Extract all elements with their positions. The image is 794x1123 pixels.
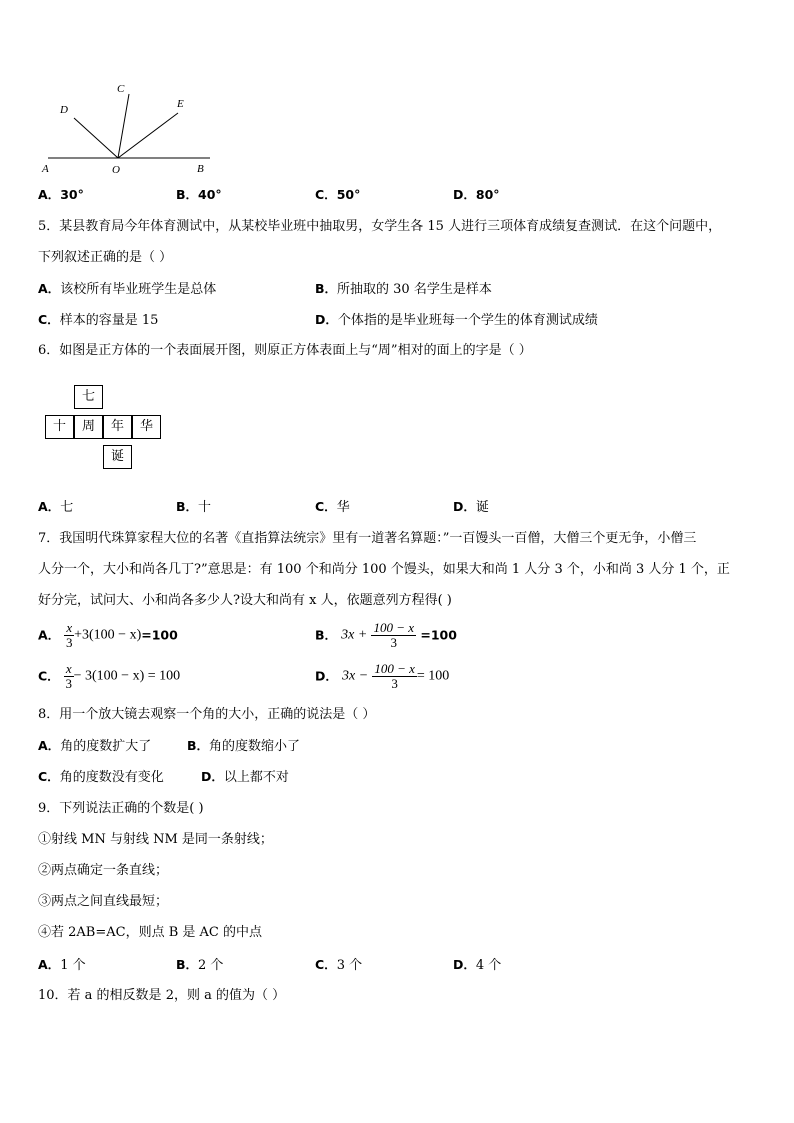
- q4-option-d: D．80°: [453, 187, 500, 202]
- q4-option-a: A．30°: [38, 187, 84, 202]
- q10-stem: 10．若 a 的相反数是 2，则 a 的值为（ ）: [38, 988, 286, 1003]
- q9-stem: 9．下列说法正确的个数是( ): [38, 801, 204, 816]
- q5-stem-line2: 下列叙述正确的是（ ）: [38, 250, 173, 265]
- q5-option-a: A．该校所有毕业班学生是总体: [38, 281, 217, 297]
- q7-a-fraction: $\frac{x}{3}$: [65, 620, 73, 650]
- label-b: B: [197, 163, 204, 175]
- label-e: E: [177, 98, 184, 110]
- q9-option-d: D．4 个: [453, 957, 502, 973]
- ray-od: [74, 118, 118, 158]
- net-cell-row-1: 十: [45, 415, 74, 439]
- q6-option-b: B．十: [176, 499, 212, 515]
- q6-option-a: A．七: [38, 499, 74, 515]
- ray-oc: [118, 94, 129, 158]
- net-cell-row-2: 周: [74, 415, 103, 439]
- label-o: O: [112, 164, 120, 176]
- q8-option-a: A．角的度数扩大了: [38, 738, 152, 754]
- q7-d-fraction: $\frac{100 - x}{3}$: [374, 661, 415, 691]
- q7-stem-line1: 7．我国明代珠算家程大位的名著《直指算法统宗》里有一道著名算题：”一百馒头一百僧，大僧三个更无争，小僧三: [38, 531, 697, 546]
- q8-stem: 8．用一个放大镜去观察一个角的大小，正确的说法是（ ）: [38, 707, 376, 722]
- q6-option-c: C．华: [315, 499, 350, 515]
- q9-option-b: B．2 个: [176, 957, 224, 973]
- q6-option-d: D．诞: [453, 499, 489, 515]
- angle-figure: [38, 78, 238, 178]
- q9-statement-4: ④若 2AB=AC，则点 B 是 AC 的中点: [38, 925, 262, 940]
- q7-c-fraction: $\frac{x}{3}$: [65, 661, 72, 691]
- q9-option-c: C．3 个: [315, 957, 363, 973]
- q5-option-b: B．所抽取的 30 名学生是样本: [315, 281, 492, 297]
- q6-stem: 6．如图是正方体的一个表面展开图，则原正方体表面上与“周”相对的面上的字是（ ）: [38, 343, 532, 358]
- q9-statement-1: ①射线 MN 与射线 NM 是同一条射线；: [38, 832, 273, 847]
- q4-option-c: C．50°: [315, 187, 361, 202]
- net-cell-bottom: 诞: [103, 445, 132, 469]
- q5-option-d: D．个体指的是毕业班每一个学生的体育测试成绩: [315, 312, 598, 328]
- ray-oe: [118, 113, 178, 158]
- q8-option-c: C．角的度数没有变化: [38, 769, 164, 785]
- q5-option-c: C．样本的容量是 15: [38, 312, 159, 328]
- q8-option-b: B．角的度数缩小了: [187, 738, 301, 754]
- q7-stem-line3: 好分完，试问大、小和尚各多少人?设大和尚有 x 人，依题意列方程得( ): [38, 593, 452, 608]
- q7-stem-line2: 人分一个，大小和尚各几丁?”意思是：有 100 个和尚分 100 个馒头，如果大和尚 1 人分 3 个，小和尚 3 人分 1 个，正: [38, 562, 730, 577]
- q9-statement-3: ③两点之间直线最短；: [38, 894, 169, 909]
- net-cell-row-4: 华: [132, 415, 161, 439]
- q7-option-b: B． 3x + $\frac{100 - x}{3}$ =100: [315, 620, 457, 650]
- q9-statement-2: ②两点确定一条直线；: [38, 863, 169, 878]
- label-c: C: [117, 83, 125, 95]
- label-d: D: [60, 104, 68, 116]
- q7-b-fraction: $\frac{100 - x}{3}$: [373, 620, 415, 650]
- q7-option-a: A． $\frac{x}{3}$ +3(100 − x)=100: [38, 620, 178, 650]
- net-cell-row-3: 年: [103, 415, 132, 439]
- q7-option-d: D． 3x − $\frac{100 - x}{3}$ = 100: [315, 661, 450, 691]
- q7-option-c: C． $\frac{x}{3}$ − 3(100 − x) = 100: [38, 661, 181, 691]
- q8-option-d: D．以上都不对: [201, 769, 289, 785]
- q4-option-b: B．40°: [176, 187, 222, 202]
- net-cell-top: 七: [74, 385, 103, 409]
- label-a: A: [42, 163, 49, 175]
- q9-option-a: A．1 个: [38, 957, 86, 973]
- q5-stem-line1: 5．某县教育局今年体育测试中，从某校毕业班中抽取男，女学生各 15 人进行三项体育成绩复查测试．在这个问题中，: [38, 219, 722, 234]
